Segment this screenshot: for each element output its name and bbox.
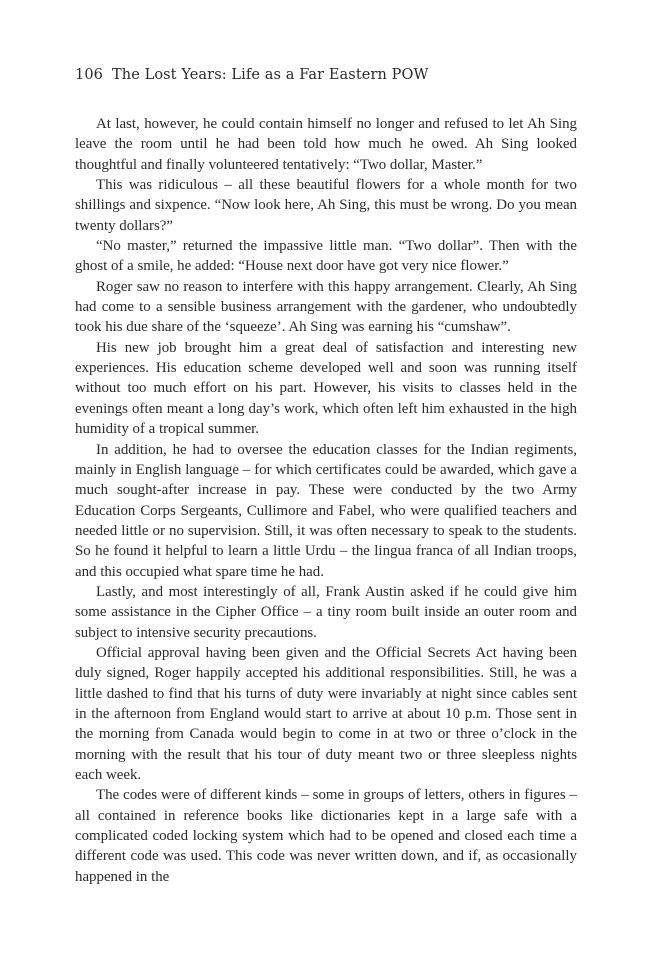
page-number: 106 [75, 67, 103, 83]
paragraph: The codes were of different kinds – some in groups of letters, others in figures – all contained in reference books like dictionaries kept in a large safe with a complicated coded locking system which had to be opened and closed each time a different code was used. This code was never written down, and if, as occasionally happened in the [75, 787, 577, 885]
paragraph: “No master,” returned the impassive little man. “Two dollar”. Then with the ghost of a smile, he added: “House next door have got very nice flower.” [75, 238, 577, 275]
paragraph: His new job brought him a great deal of satisfaction and interesting new experiences. His education scheme developed well and soon was running itself without too much effort on his part. However, his visits to classes held in the evenings often meant a long day’s work, which often left him exhausted in the high humidity of a tropical summer. [75, 339, 577, 438]
paragraph: In addition, he had to oversee the education classes for the Indian regiments, mainly in English language – for which certificates could be awarded, which gave a much sought-after increase in pay. These were conducted by the two Army Education Corps Sergeants, Cullimore and Fabel, who were qualified teachers and needed little or no supervision. Still, it was often necessary to speak to the students. So he found it helpful to learn a little Urdu – the lingua franca of all Indian troops, and this occupied what spare time he had. [75, 441, 577, 580]
paragraph: Lastly, and most interestingly of all, Frank Austin asked if he could give him some assistance in the Cipher Office – a tiny room built inside an outer room and subject to intensive security precautions. [75, 583, 577, 641]
paragraph: This was ridiculous – all these beautiful flowers for a whole month for two shillings and sixpence. “Now look here, Ah Sing, this must be wrong. Do you mean twenty dollars?” [75, 177, 577, 234]
paragraph: Roger saw no reason to interfere with this happy arrangement. Clearly, Ah Sing had come to a sensible business arrangement with the gardener, who undoubtedly took his due share of the ‘squeeze’. Ah Sing was earning his “cumshaw”. [75, 278, 577, 336]
paragraph: Official approval having been given and the Official Secrets Act having been duly signed, Roger happily accepted his additional responsibilities. Still, he was a little dashed to find that his turns of duty were invariably at night since cables sent in the afternoon from England would start to arrive at about 10 p.m. Those sent in the morning from Canada would begin to come in at two or three o’clock in the morning with the result that his tour of duty meant two or three sleepless nights each week. [75, 644, 577, 783]
paragraph: At last, however, he could contain himself no longer and refused to let Ah Sing leave the room until he had been told how much he owed. Ah Sing looked thoughtful and finally volunteered tentatively: “Two dollar, Master.” [75, 116, 577, 173]
book-title: The Lost Years: Life as a Far Eastern POW [111, 67, 429, 83]
running-head [75, 67, 428, 83]
body-text [75, 114, 577, 887]
